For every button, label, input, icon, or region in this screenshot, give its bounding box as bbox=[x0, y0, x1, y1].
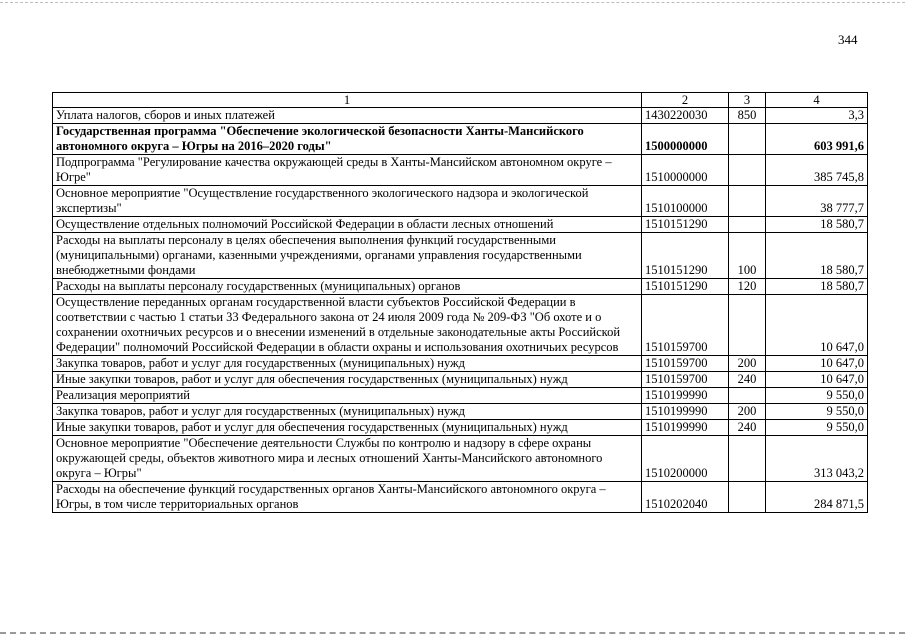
row-name-cell: Основное мероприятие "Осуществление государственного экологического надзора и экологической экспертизы" bbox=[53, 186, 642, 217]
table-row bbox=[53, 356, 868, 372]
row-type-cell bbox=[729, 388, 766, 404]
row-code-cell: 1510159700 bbox=[642, 356, 729, 372]
row-code-cell: 1510151290 bbox=[642, 217, 729, 233]
row-amount-cell: 603 991,6 bbox=[766, 124, 868, 155]
row-type-cell: 120 bbox=[729, 279, 766, 295]
row-code-cell: 1510000000 bbox=[642, 155, 729, 186]
table-row bbox=[53, 436, 868, 482]
row-type-cell bbox=[729, 295, 766, 356]
row-name-cell: Закупка товаров, работ и услуг для государственных (муниципальных) нужд bbox=[53, 356, 642, 372]
table-row bbox=[53, 295, 868, 356]
table-row bbox=[53, 279, 868, 295]
page-number: 344 bbox=[838, 32, 858, 47]
row-name-cell: Государственная программа "Обеспечение экологической безопасности Ханты-Мансийского автономного округа – Югры на 2016–2020 годы" bbox=[53, 124, 642, 155]
table-row bbox=[53, 124, 868, 155]
scan-edge-bottom bbox=[0, 632, 905, 636]
table-row bbox=[53, 420, 868, 436]
row-amount-cell: 313 043,2 bbox=[766, 436, 868, 482]
row-code-cell: 1510200000 bbox=[642, 436, 729, 482]
row-type-cell bbox=[729, 155, 766, 186]
row-code-cell: 1510199990 bbox=[642, 388, 729, 404]
table-row bbox=[53, 217, 868, 233]
row-type-cell bbox=[729, 186, 766, 217]
row-amount-cell: 10 647,0 bbox=[766, 295, 868, 356]
row-amount-cell: 385 745,8 bbox=[766, 155, 868, 186]
row-code-cell: 1510159700 bbox=[642, 295, 729, 356]
row-code-cell: 1430220030 bbox=[642, 108, 729, 124]
row-amount-cell: 10 647,0 bbox=[766, 356, 868, 372]
row-amount-cell: 9 550,0 bbox=[766, 388, 868, 404]
row-name-cell: Уплата налогов, сборов и иных платежей bbox=[53, 108, 642, 124]
row-name-cell: Закупка товаров, работ и услуг для государственных (муниципальных) нужд bbox=[53, 404, 642, 420]
row-name-cell: Иные закупки товаров, работ и услуг для обеспечения государственных (муниципальных) нужд bbox=[53, 372, 642, 388]
row-code-cell: 1510100000 bbox=[642, 186, 729, 217]
budget-table bbox=[52, 92, 868, 513]
row-code-cell: 1510151290 bbox=[642, 233, 729, 279]
header-col-1: 1 bbox=[53, 93, 642, 108]
header-col-4: 4 bbox=[766, 93, 868, 108]
row-amount-cell: 38 777,7 bbox=[766, 186, 868, 217]
row-amount-cell: 9 550,0 bbox=[766, 420, 868, 436]
row-name-cell: Основное мероприятие "Обеспечение деятельности Службы по контролю и надзору в сфере охраны окружающей среды, объектов животного мира и лесных отношений Ханты-Мансийского автономного округа – Югры" bbox=[53, 436, 642, 482]
table-row bbox=[53, 186, 868, 217]
row-amount-cell: 18 580,7 bbox=[766, 233, 868, 279]
table-row bbox=[53, 233, 868, 279]
row-code-cell: 1510199990 bbox=[642, 420, 729, 436]
row-name-cell: Подпрограмма "Регулирование качества окружающей среды в Ханты-Мансийском автономном округе – Югре" bbox=[53, 155, 642, 186]
table-row bbox=[53, 372, 868, 388]
table-row bbox=[53, 388, 868, 404]
row-type-cell bbox=[729, 436, 766, 482]
row-type-cell: 200 bbox=[729, 356, 766, 372]
row-amount-cell: 18 580,7 bbox=[766, 217, 868, 233]
row-name-cell: Осуществление отдельных полномочий Российской Федерации в области лесных отношений bbox=[53, 217, 642, 233]
table-row bbox=[53, 155, 868, 186]
row-amount-cell: 9 550,0 bbox=[766, 404, 868, 420]
table-row bbox=[53, 404, 868, 420]
row-type-cell bbox=[729, 217, 766, 233]
row-code-cell: 1510159700 bbox=[642, 372, 729, 388]
row-code-cell: 1510151290 bbox=[642, 279, 729, 295]
row-type-cell bbox=[729, 124, 766, 155]
row-name-cell: Реализация мероприятий bbox=[53, 388, 642, 404]
row-amount-cell: 3,3 bbox=[766, 108, 868, 124]
row-amount-cell: 10 647,0 bbox=[766, 372, 868, 388]
row-code-cell: 1510199990 bbox=[642, 404, 729, 420]
row-code-cell: 1500000000 bbox=[642, 124, 729, 155]
row-type-cell bbox=[729, 482, 766, 513]
table-row bbox=[53, 482, 868, 513]
row-type-cell: 200 bbox=[729, 404, 766, 420]
header-col-3: 3 bbox=[729, 93, 766, 108]
table-row bbox=[53, 108, 868, 124]
row-code-cell: 1510202040 bbox=[642, 482, 729, 513]
row-type-cell: 240 bbox=[729, 420, 766, 436]
row-type-cell: 850 bbox=[729, 108, 766, 124]
row-amount-cell: 18 580,7 bbox=[766, 279, 868, 295]
header-col-2: 2 bbox=[642, 93, 729, 108]
row-name-cell: Иные закупки товаров, работ и услуг для обеспечения государственных (муниципальных) нужд bbox=[53, 420, 642, 436]
table-header-row bbox=[53, 93, 868, 108]
row-type-cell: 240 bbox=[729, 372, 766, 388]
row-name-cell: Расходы на выплаты персоналу государственных (муниципальных) органов bbox=[53, 279, 642, 295]
row-type-cell: 100 bbox=[729, 233, 766, 279]
row-name-cell: Расходы на выплаты персоналу в целях обеспечения выполнения функций государственными (муниципальными) органами, казенными учреждениями, органами управления государственными внебюджетными фондами bbox=[53, 233, 642, 279]
row-name-cell: Осуществление переданных органам государственной власти субъектов Российской Федерации в соответствии с частью 1 статьи 33 Федерального закона от 24 июля 2009 года № 209-ФЗ "Об охоте и о сохранении охотничьих ресурсов и о внесении изменений в отдельные законодательные акты Российской Федерации" полномочий Российской Федерации в области охраны и использования охотничьих ресурсов bbox=[53, 295, 642, 356]
row-amount-cell: 284 871,5 bbox=[766, 482, 868, 513]
row-name-cell: Расходы на обеспечение функций государственных органов Ханты-Мансийского автономного округа – Югры, в том числе территориальных органов bbox=[53, 482, 642, 513]
scan-edge-top bbox=[0, 2, 905, 4]
